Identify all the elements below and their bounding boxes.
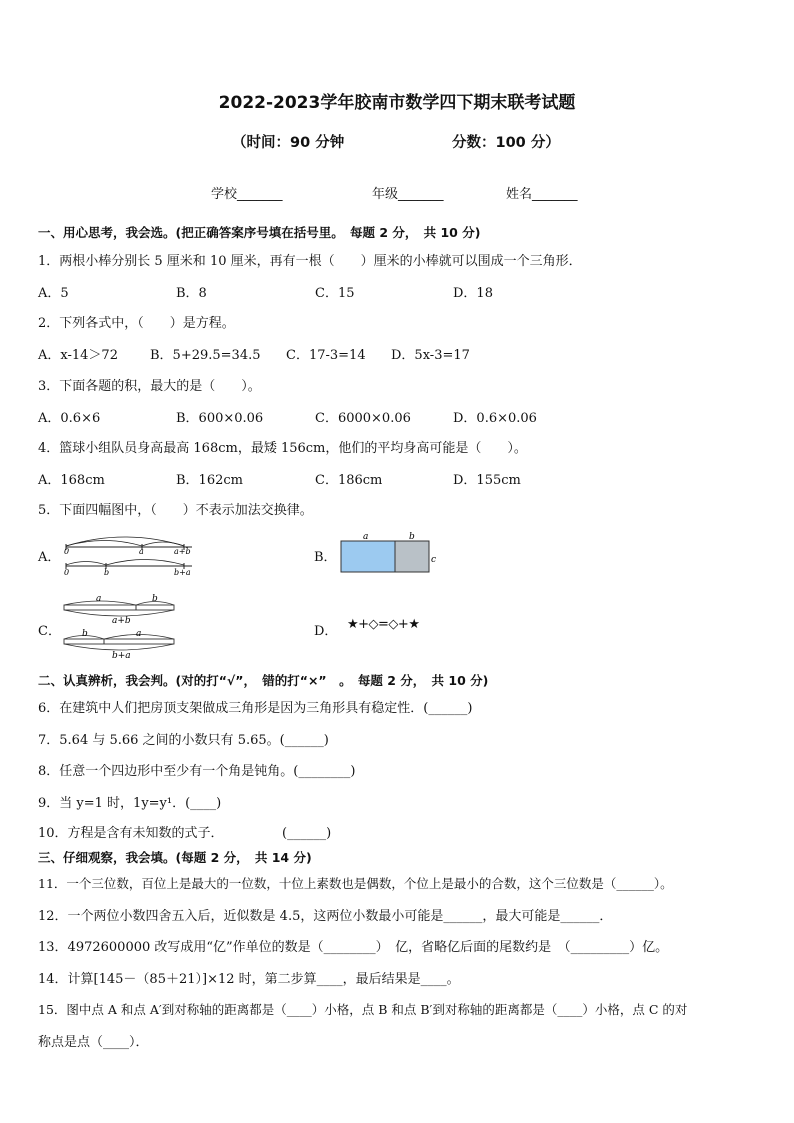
question-5: 5．下面四幅图中，（ ）不表示加法交换律。 <box>38 503 313 518</box>
q5-option-d: D． <box>314 624 338 639</box>
section3-heading: 三、仔细观察，我会填。(每题 2 分， 共 14 分) <box>38 850 312 865</box>
fig-a-label-0b: 0 <box>64 568 70 577</box>
grade-field: 年级_______ <box>372 187 444 202</box>
fig-b-label-c: c <box>431 555 437 565</box>
q3-option-c: C．6000×0.06 <box>315 411 411 426</box>
exam-time: （时间：90 分钟 <box>232 135 345 151</box>
question-6: 6．在建筑中人们把房顶支架做成三角形是因为三角形具有稳定性．(______) <box>38 701 473 716</box>
q2-option-d: D．5x-3=17 <box>391 348 470 363</box>
q4-option-a: A．168cm <box>38 473 105 488</box>
fig-c-label-b: b <box>152 594 158 604</box>
figure-c-tape-diagram <box>60 592 180 660</box>
question-11: 11．一个三位数，百位上是最大的一位数，十位上素数也是偶数，个位上是最小的合数，这个三位数是（______）。 <box>38 876 673 891</box>
school-field: 学校_______ <box>211 187 283 202</box>
fig-c-label-bpa: b+a <box>112 651 131 660</box>
question-8: 8．任意一个四边形中至少有一个角是钝角。(________) <box>38 764 356 779</box>
question-10: 10．方程是含有未知数的式子． (______) <box>38 826 332 841</box>
q1-option-a: A．5 <box>38 286 69 301</box>
q3-option-d: D．0.6×0.06 <box>453 411 537 426</box>
fig-c-label-a2: a <box>136 629 142 639</box>
question-12: 12．一个两位小数四舍五入后，近似数是 4.5，这两位小数最小可能是______，最大可能是______． <box>38 909 613 924</box>
q3-option-b: B．600×0.06 <box>176 411 264 426</box>
q1-option-d: D．18 <box>453 286 493 301</box>
question-7: 7．5.64 与 5.66 之间的小数只有 5.65。(______) <box>38 733 329 748</box>
question-15: 15．图中点 A 和点 A′到对称轴的距离都是（____）小格，点 B 和点 B′到对称轴的距离都是（____）小格，点 C 的对 <box>38 1002 688 1017</box>
fig-c-label-a: a <box>96 594 102 604</box>
fig-b-label-a: a <box>363 532 369 542</box>
q4-option-b: B．162cm <box>176 473 243 488</box>
question-3: 3．下面各题的积，最大的是（ ）。 <box>38 379 261 394</box>
fig-c-label-b2: b <box>82 629 88 639</box>
question-13: 13．4972600000 改写成用“亿”作单位的数是（________） 亿，省略亿后面的尾数约是 （_________）亿。 <box>38 940 669 955</box>
q5-option-b: B． <box>314 550 337 565</box>
q2-option-a: A．x-14＞72 <box>38 348 118 363</box>
question-1: 1．两根小棒分别长 5 厘米和 10 厘米，再有一根（ ）厘米的小棒就可以围成一个三角形． <box>38 254 582 269</box>
blue-rect <box>341 541 395 572</box>
question-15-cont: 称点是点（____）． <box>38 1035 149 1050</box>
q3-option-a: A．0.6×6 <box>38 411 101 426</box>
section2-heading: 二、认真辨析，我会判。(对的打“√”， 错的打“×” 。 每题 2 分， 共 10 分) <box>38 673 489 688</box>
fig-a-label-bpa: b+a <box>174 568 191 577</box>
gray-rect <box>395 541 429 572</box>
figure-a-number-lines <box>62 534 202 578</box>
q1-option-b: B．8 <box>176 286 207 301</box>
name-field: 姓名_______ <box>506 187 578 202</box>
question-9: 9．当 y=1 时，1y=y¹．(____) <box>38 796 222 811</box>
q1-option-c: C．15 <box>315 286 355 301</box>
q5-option-c: C． <box>38 624 61 639</box>
section1-heading: 一、用心思考，我会选。(把正确答案序号填在括号里。 每题 2 分， 共 10 分) <box>38 225 481 240</box>
q2-option-b: B．5+29.5=34.5 <box>150 348 261 363</box>
q4-option-d: D．155cm <box>453 473 521 488</box>
figure-d-formula: ★+◇=◇+★ <box>347 617 420 632</box>
question-14: 14．计算[145－（85＋21）]×12 时，第二步算____，最后结果是____。 <box>38 972 460 987</box>
fig-b-label-b: b <box>409 532 415 542</box>
q2-option-c: C．17-3=14 <box>286 348 366 363</box>
q4-option-c: C．186cm <box>315 473 383 488</box>
question-4: 4．篮球小组队员身高最高 168cm，最矮 156cm，他们的平均身高可能是（ ）。 <box>38 441 527 456</box>
fig-a-label-a: a <box>139 547 144 556</box>
figure-b-rectangles <box>338 530 442 576</box>
fig-a-label-b: b <box>104 568 110 577</box>
fig-c-label-apb: a+b <box>112 616 131 626</box>
question-2: 2．下列各式中，（ ）是方程。 <box>38 316 235 331</box>
page-title: 2022-2023学年胶南市数学四下期末联考试题 <box>218 93 576 113</box>
fig-a-label-0: 0 <box>64 547 70 556</box>
exam-score: 分数：100 分） <box>452 135 560 151</box>
q5-option-a: A． <box>38 550 61 565</box>
fig-a-label-apb: a+b <box>174 547 191 556</box>
